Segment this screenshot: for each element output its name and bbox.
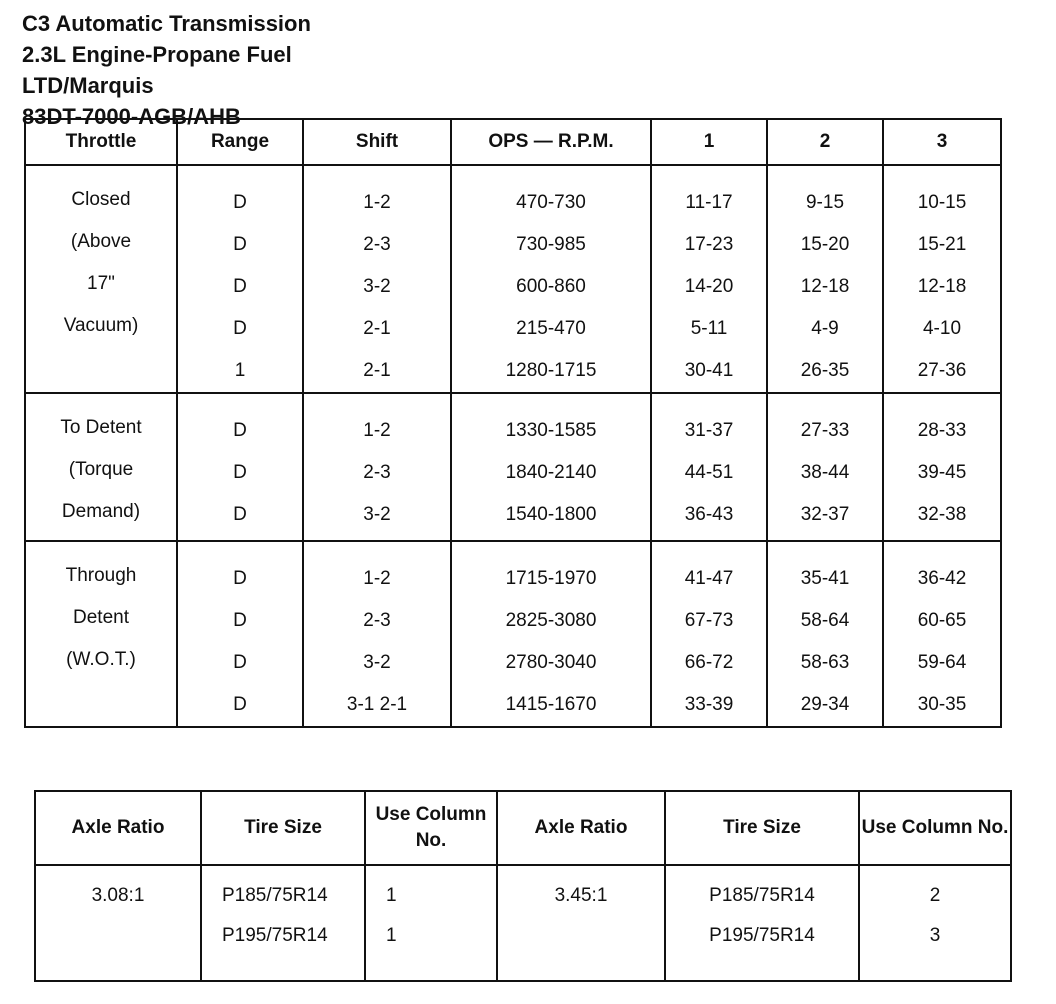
shift-value: 3-2 (363, 504, 391, 525)
speed-value: 33-39 (684, 694, 734, 715)
tire-size-cell (665, 865, 859, 981)
speed-value: 17-23 (684, 234, 734, 255)
speed-value: 58-63 (800, 652, 850, 673)
speed-value: 4-9 (811, 318, 839, 339)
ops-rpm-value: 1540-1800 (505, 504, 597, 525)
table-row (25, 165, 1001, 393)
shift-value: 2-1 (363, 318, 391, 339)
tire-size-cell (201, 865, 365, 981)
throttle-label: Demand) (61, 501, 141, 522)
shift-value: 3-2 (363, 276, 391, 297)
speed-value: 60-65 (917, 610, 967, 631)
throttle-label: (W.O.T.) (66, 649, 136, 670)
speed-value: 35-41 (800, 568, 850, 589)
speed-value: 32-38 (917, 504, 967, 525)
header-axle-ratio: Axle Ratio (497, 791, 665, 865)
speed-value: 30-35 (917, 694, 967, 715)
speed-value: 9-15 (805, 192, 845, 213)
header-shift: Shift (303, 119, 451, 165)
header-axle-ratio: Axle Ratio (35, 791, 201, 865)
speed-value: 67-73 (684, 610, 734, 631)
header-use-column: Use Column No. (365, 791, 497, 865)
speed-value: 4-10 (922, 318, 962, 339)
range-value: D (233, 504, 247, 525)
range-value: D (233, 192, 247, 213)
speed-col-3-cell (883, 393, 1001, 541)
use-column-value: 1 (386, 885, 397, 906)
shift-value: 1-2 (363, 568, 391, 589)
use-column-cell (859, 865, 1011, 981)
range-value: D (233, 694, 247, 715)
speed-value: 38-44 (800, 462, 850, 483)
table-row (35, 865, 1011, 981)
shift-value: 3-2 (363, 652, 391, 673)
table-row (25, 541, 1001, 727)
speed-col-1-cell (651, 541, 767, 727)
range-cell (177, 393, 303, 541)
range-value: D (233, 462, 247, 483)
throttle-cell (25, 393, 177, 541)
ops-rpm-cell (451, 165, 651, 393)
ops-rpm-value: 215-470 (516, 318, 586, 339)
shift-value: 1-2 (363, 192, 391, 213)
axle-ratio-cell (497, 865, 665, 981)
header-ops-rpm: OPS — R.P.M. (451, 119, 651, 165)
speed-value: 27-36 (917, 360, 967, 381)
range-value: D (233, 568, 247, 589)
shift-value: 2-3 (363, 610, 391, 631)
speed-col-1-cell (651, 393, 767, 541)
range-value: D (233, 652, 247, 673)
speed-value: 5-11 (690, 318, 728, 339)
speed-col-1-cell (651, 165, 767, 393)
range-cell (177, 165, 303, 393)
speed-value: 10-15 (917, 192, 967, 213)
speed-col-3-cell (883, 165, 1001, 393)
range-value: D (233, 234, 247, 255)
ops-rpm-value: 1330-1585 (505, 420, 597, 441)
speed-value: 31-37 (684, 420, 734, 441)
throttle-label: Detent (73, 607, 129, 628)
speed-value: 11-17 (685, 192, 733, 213)
speed-value: 36-42 (917, 568, 967, 589)
use-column-cell (365, 865, 497, 981)
header-col-1: 1 (651, 119, 767, 165)
speed-value: 59-64 (917, 652, 967, 673)
speed-value: 30-41 (684, 360, 734, 381)
table-row (25, 393, 1001, 541)
shift-cell (303, 541, 451, 727)
speed-col-3-cell (883, 541, 1001, 727)
ops-rpm-cell (451, 393, 651, 541)
speed-col-2-cell (767, 165, 883, 393)
speed-value: 41-47 (684, 568, 734, 589)
tire-size-value: P195/75R14 (709, 925, 815, 946)
shift-value: 2-3 (363, 462, 391, 483)
range-value: D (233, 610, 247, 631)
throttle-cell (25, 165, 177, 393)
speed-value: 44-51 (684, 462, 734, 483)
shift-value: 2-3 (363, 234, 391, 255)
throttle-label: (Above (70, 231, 132, 252)
use-column-value: 2 (929, 885, 941, 906)
speed-value: 66-72 (684, 652, 734, 673)
ops-rpm-value: 2825-3080 (505, 610, 597, 631)
shift-cell (303, 165, 451, 393)
throttle-label: Through (65, 565, 137, 586)
header-range: Range (177, 119, 303, 165)
range-cell (177, 541, 303, 727)
shift-cell (303, 393, 451, 541)
ops-rpm-value: 1715-1970 (505, 568, 597, 589)
document-title (22, 8, 311, 132)
throttle-label: (Torque (68, 459, 134, 480)
tire-size-value: P185/75R14 (709, 885, 815, 906)
tire-size-value: P195/75R14 (222, 925, 328, 946)
speed-value: 26-35 (800, 360, 850, 381)
tire-size-value: P185/75R14 (222, 885, 328, 906)
speed-value: 58-64 (800, 610, 850, 631)
speed-value: 15-21 (917, 234, 967, 255)
title-line: 83DT-7000-AGB/AHB (22, 104, 241, 129)
ops-rpm-value: 2780-3040 (505, 652, 597, 673)
axle-ratio-cell (35, 865, 201, 981)
use-column-value: 3 (929, 925, 941, 946)
header-tire-size: Tire Size (665, 791, 859, 865)
header-tire-size: Tire Size (201, 791, 365, 865)
shift-speed-table (24, 118, 1002, 728)
speed-col-2-cell (767, 393, 883, 541)
throttle-label: Vacuum) (63, 315, 139, 336)
header-col-3: 3 (883, 119, 1001, 165)
speed-value: 29-34 (800, 694, 850, 715)
axle-ratio-value: 3.45:1 (554, 885, 608, 906)
title-line: 2.3L Engine-Propane Fuel (22, 42, 292, 67)
header-use-column: Use Column No. (859, 791, 1011, 865)
range-value: 1 (234, 360, 246, 381)
throttle-label: Closed (71, 189, 131, 210)
speed-value: 28-33 (917, 420, 967, 441)
speed-value: 27-33 (800, 420, 850, 441)
header-throttle: Throttle (25, 119, 177, 165)
speed-value: 15-20 (800, 234, 850, 255)
throttle-cell (25, 541, 177, 727)
axle-ratio-value: 3.08:1 (91, 885, 145, 906)
ops-rpm-value: 1280-1715 (505, 360, 597, 381)
title-line: C3 Automatic Transmission (22, 11, 311, 36)
table-header-row (25, 119, 1001, 165)
header-col-2: 2 (767, 119, 883, 165)
speed-col-2-cell (767, 541, 883, 727)
title-line: LTD/Marquis (22, 73, 154, 98)
use-column-value: 1 (386, 925, 397, 946)
throttle-label: 17" (87, 273, 115, 294)
range-value: D (233, 276, 247, 297)
speed-value: 12-18 (917, 276, 967, 297)
axle-ratio-table (34, 790, 1012, 982)
ops-rpm-value: 600-860 (516, 276, 586, 297)
ops-rpm-value: 1415-1670 (505, 694, 597, 715)
speed-value: 39-45 (917, 462, 967, 483)
speed-value: 14-20 (684, 276, 734, 297)
speed-value: 12-18 (800, 276, 850, 297)
ops-rpm-value: 1840-2140 (505, 462, 597, 483)
speed-value: 36-43 (684, 504, 734, 525)
ops-rpm-value: 730-985 (516, 234, 586, 255)
range-value: D (233, 318, 247, 339)
throttle-label: To Detent (60, 417, 142, 438)
shift-value: 2-1 (363, 360, 391, 381)
ops-rpm-value: 470-730 (516, 192, 586, 213)
ops-rpm-cell (451, 541, 651, 727)
table-header-row (35, 791, 1011, 865)
speed-value: 32-37 (800, 504, 850, 525)
shift-value: 1-2 (363, 420, 391, 441)
shift-value: 3-1 2-1 (346, 694, 408, 715)
range-value: D (233, 420, 247, 441)
